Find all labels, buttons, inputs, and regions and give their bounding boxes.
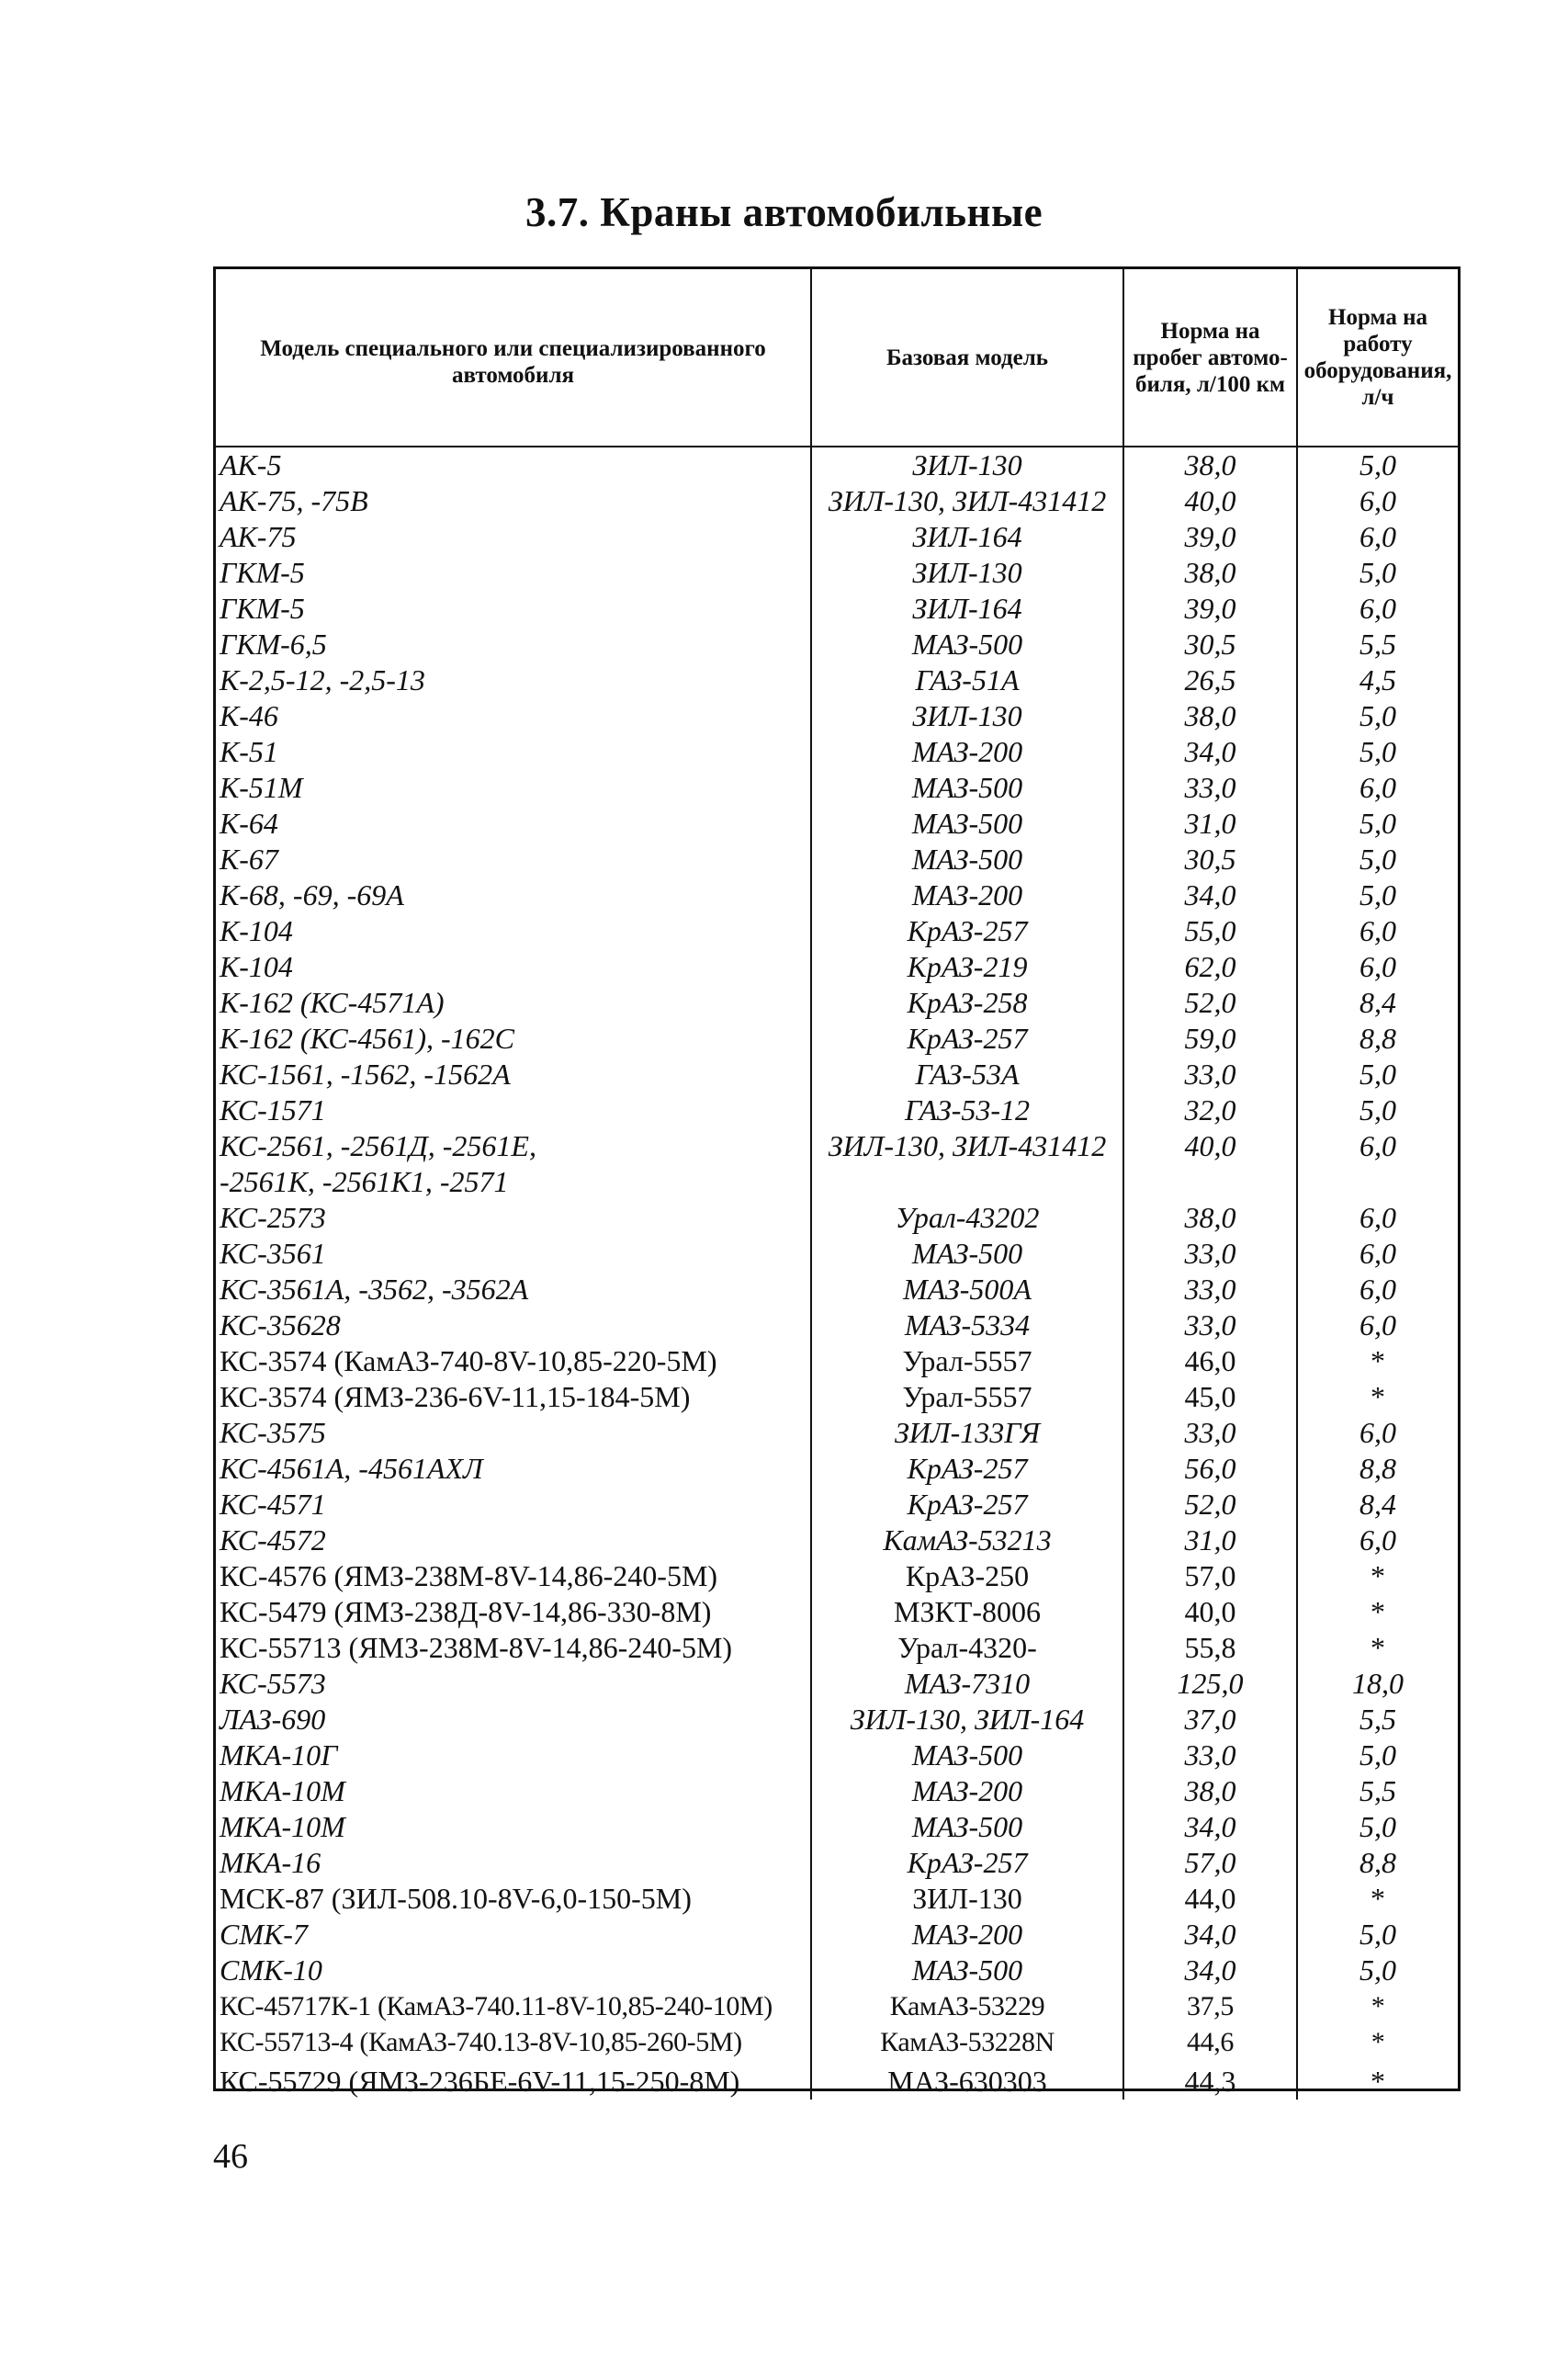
cell-norm-run: 34,0 xyxy=(1123,1917,1297,1953)
table-row xyxy=(216,1415,1458,1451)
cell-base-model: Урал-4320- xyxy=(811,1630,1123,1666)
cell-norm-run: 33,0 xyxy=(1123,1272,1297,1308)
cell-norm-run: 44,0 xyxy=(1123,1881,1297,1917)
cell-norm-work: 5,0 xyxy=(1297,447,1458,483)
cell-norm-run: 30,5 xyxy=(1123,627,1297,662)
cell-base-model: ЗИЛ-130 xyxy=(811,447,1123,483)
cell-norm-run: 31,0 xyxy=(1123,806,1297,842)
cell-base-model: МАЗ-200 xyxy=(811,877,1123,913)
cell-base-model: КамАЗ-53228N xyxy=(811,2024,1123,2060)
table-row xyxy=(216,734,1458,770)
table-row xyxy=(216,2060,1458,2100)
cell-base-model: КрАЗ-219 xyxy=(811,949,1123,985)
table-row xyxy=(216,1523,1458,1558)
cell-base-model: МАЗ-200 xyxy=(811,1917,1123,1953)
table-row xyxy=(216,1057,1458,1092)
cell-base-model: ЗИЛ-130 xyxy=(811,555,1123,591)
cell-norm-run: 37,5 xyxy=(1123,1988,1297,2024)
cell-model: КС-5479 (ЯМЗ-238Д-8V-14,86-330-8М) xyxy=(220,1595,712,1628)
table-row xyxy=(216,806,1458,842)
cell-base-model: ЗИЛ-130, ЗИЛ-164 xyxy=(811,1702,1123,1738)
cell-norm-work: 5,0 xyxy=(1297,842,1458,877)
cell-base-model: ЗИЛ-133ГЯ xyxy=(811,1415,1123,1451)
cell-norm-run: 31,0 xyxy=(1123,1523,1297,1558)
table-row xyxy=(216,1200,1458,1236)
cell-norm-run: 38,0 xyxy=(1123,1200,1297,1236)
table-row xyxy=(216,698,1458,734)
cell-base-model: КрАЗ-257 xyxy=(811,1021,1123,1057)
cell-model: КС-1571 xyxy=(220,1093,326,1126)
cell-norm-work: * xyxy=(1297,2060,1458,2100)
cell-base-model: МАЗ-500 xyxy=(811,842,1123,877)
cell-model: КС-4572 xyxy=(220,1523,326,1557)
header-norm-run: Норма на пробег автомобиля, л/100 км xyxy=(1123,269,1297,447)
cell-base-model: КамАЗ-53229 xyxy=(811,1988,1123,2024)
cell-model: КС-3574 (КамАЗ-740-8V-10,85-220-5М) xyxy=(220,1344,717,1377)
cell-norm-work: * xyxy=(1297,1594,1458,1630)
cell-norm-work: 6,0 xyxy=(1297,1128,1458,1200)
cell-norm-run: 59,0 xyxy=(1123,1021,1297,1057)
header-model: Модель специального или специализированного автомобиля xyxy=(216,269,811,447)
cell-norm-work: 5,0 xyxy=(1297,1057,1458,1092)
cell-norm-run: 33,0 xyxy=(1123,1308,1297,1343)
table-row xyxy=(216,1308,1458,1343)
cell-norm-work: 6,0 xyxy=(1297,1200,1458,1236)
table-row xyxy=(216,1343,1458,1379)
cell-base-model: ЗИЛ-130 xyxy=(811,1881,1123,1917)
cell-norm-run: 45,0 xyxy=(1123,1379,1297,1415)
cell-base-model: ГАЗ-51А xyxy=(811,662,1123,698)
cell-norm-run: 52,0 xyxy=(1123,1487,1297,1523)
cell-base-model: МАЗ-500 xyxy=(811,806,1123,842)
cell-norm-work: 5,0 xyxy=(1297,877,1458,913)
cell-norm-work: * xyxy=(1297,1881,1458,1917)
cell-model: К-2,5-12, -2,5-13 xyxy=(220,663,425,696)
cell-norm-run: 44,6 xyxy=(1123,2024,1297,2060)
cell-norm-work: 5,0 xyxy=(1297,1953,1458,1988)
cell-norm-run: 33,0 xyxy=(1123,1738,1297,1773)
cell-norm-work: 8,8 xyxy=(1297,1451,1458,1487)
table-row xyxy=(216,1021,1458,1057)
cell-norm-run: 55,0 xyxy=(1123,913,1297,949)
cell-model: К-104 xyxy=(220,950,293,983)
cell-norm-work: 5,0 xyxy=(1297,1092,1458,1128)
cell-norm-run: 44,3 xyxy=(1123,2060,1297,2100)
cell-base-model: МАЗ-630303 xyxy=(811,2060,1123,2100)
cell-model: К-64 xyxy=(220,807,278,840)
cell-base-model: Урал-5557 xyxy=(811,1343,1123,1379)
table-row xyxy=(216,1702,1458,1738)
cell-norm-work: 6,0 xyxy=(1297,1308,1458,1343)
cell-base-model: КрАЗ-257 xyxy=(811,1845,1123,1881)
cell-model: КС-55729 (ЯМЗ-236БЕ-6V-11,15-250-8М) xyxy=(220,2065,740,2098)
table-row xyxy=(216,1128,1458,1200)
table-row xyxy=(216,1092,1458,1128)
cell-base-model: ЗИЛ-130 xyxy=(811,698,1123,734)
table-row xyxy=(216,1738,1458,1773)
cell-model: ГКМ-6,5 xyxy=(220,628,327,661)
cell-norm-work: 6,0 xyxy=(1297,1415,1458,1451)
cell-model: ЛАЗ-690 xyxy=(220,1703,326,1736)
cell-norm-work: * xyxy=(1297,1379,1458,1415)
cell-norm-work: * xyxy=(1297,1558,1458,1594)
cell-norm-run: 33,0 xyxy=(1123,1236,1297,1272)
table-header-row xyxy=(216,269,1458,447)
cell-base-model: МАЗ-200 xyxy=(811,1773,1123,1809)
cell-model: К-46 xyxy=(220,699,278,732)
table-row xyxy=(216,1236,1458,1272)
table-row xyxy=(216,1272,1458,1308)
cell-model: КС-3575 xyxy=(220,1416,326,1449)
cell-norm-work: 5,5 xyxy=(1297,1773,1458,1809)
cell-base-model: МАЗ-500 xyxy=(811,1809,1123,1845)
cell-norm-work: 5,0 xyxy=(1297,806,1458,842)
cell-model: КС-3561А, -3562, -3562А xyxy=(220,1273,529,1306)
cell-base-model: МАЗ-500 xyxy=(811,1738,1123,1773)
cell-model: КС-55713-4 (КамАЗ-740.13-8V-10,85-260-5М) xyxy=(220,2027,742,2057)
cell-norm-work: 6,0 xyxy=(1297,591,1458,627)
cell-norm-run: 33,0 xyxy=(1123,770,1297,806)
cell-norm-work: 5,0 xyxy=(1297,698,1458,734)
cell-base-model: МАЗ-500 xyxy=(811,1953,1123,1988)
cell-model: К-104 xyxy=(220,914,293,947)
cell-norm-run: 57,0 xyxy=(1123,1845,1297,1881)
cell-model: СМК-10 xyxy=(220,1953,322,1987)
cell-model: КС-5573 xyxy=(220,1667,326,1700)
cell-base-model: ЗИЛ-130, ЗИЛ-431412 xyxy=(811,1128,1123,1200)
table-row xyxy=(216,591,1458,627)
cell-norm-work: 8,4 xyxy=(1297,1487,1458,1523)
table-row xyxy=(216,949,1458,985)
cell-model: МКА-10М xyxy=(220,1810,345,1843)
cell-base-model: ГАЗ-53А xyxy=(811,1057,1123,1092)
table-row xyxy=(216,2024,1458,2060)
table-row xyxy=(216,877,1458,913)
table-row xyxy=(216,1881,1458,1917)
cell-norm-run: 40,0 xyxy=(1123,1594,1297,1630)
cell-norm-work: 5,5 xyxy=(1297,1702,1458,1738)
cell-norm-run: 34,0 xyxy=(1123,1953,1297,1988)
table-row xyxy=(216,1773,1458,1809)
cell-norm-work: 6,0 xyxy=(1297,519,1458,555)
cell-base-model: МАЗ-500 xyxy=(811,627,1123,662)
cell-base-model: ЗИЛ-164 xyxy=(811,591,1123,627)
cell-model: КС-4576 (ЯМЗ-238М-8V-14,86-240-5М) xyxy=(220,1559,718,1592)
cell-model: КС-55713 (ЯМЗ-238М-8V-14,86-240-5М) xyxy=(220,1631,733,1664)
table-row xyxy=(216,1487,1458,1523)
cell-model: МКА-16 xyxy=(220,1846,321,1879)
cell-norm-run: 37,0 xyxy=(1123,1702,1297,1738)
cell-model: К-162 (КС-4571А) xyxy=(220,986,445,1019)
table-row xyxy=(216,627,1458,662)
cell-base-model: КрАЗ-257 xyxy=(811,913,1123,949)
cell-model: К-51 xyxy=(220,735,278,768)
cell-norm-run: 40,0 xyxy=(1123,1128,1297,1200)
cell-norm-work: 5,0 xyxy=(1297,1917,1458,1953)
cell-base-model: КрАЗ-250 xyxy=(811,1558,1123,1594)
table-row xyxy=(216,1379,1458,1415)
table-row xyxy=(216,1451,1458,1487)
cell-norm-work: * xyxy=(1297,1343,1458,1379)
cell-model: ГКМ-5 xyxy=(220,556,305,589)
cell-norm-work: 6,0 xyxy=(1297,949,1458,985)
cell-norm-work: 6,0 xyxy=(1297,913,1458,949)
cell-norm-run: 57,0 xyxy=(1123,1558,1297,1594)
cell-model: КС-4561А, -4561АХЛ xyxy=(220,1452,483,1485)
cell-base-model: Урал-5557 xyxy=(811,1379,1123,1415)
cell-base-model: МАЗ-500 xyxy=(811,770,1123,806)
cell-base-model: КрАЗ-258 xyxy=(811,985,1123,1021)
cell-model: ГКМ-5 xyxy=(220,592,305,625)
table-row xyxy=(216,1558,1458,1594)
cell-norm-work: * xyxy=(1297,1988,1458,2024)
page-title: 3.7. Краны автомобильные xyxy=(525,189,1043,235)
cell-norm-run: 32,0 xyxy=(1123,1092,1297,1128)
cell-model: СМК-7 xyxy=(220,1918,308,1951)
cell-base-model: КрАЗ-257 xyxy=(811,1487,1123,1523)
cell-base-model: МАЗ-7310 xyxy=(811,1666,1123,1702)
cell-norm-run: 33,0 xyxy=(1123,1415,1297,1451)
cell-norm-work: 6,0 xyxy=(1297,1272,1458,1308)
cell-model: МСК-87 (ЗИЛ-508.10-8V-6,0-150-5М) xyxy=(220,1882,692,1915)
cell-norm-run: 125,0 xyxy=(1123,1666,1297,1702)
cell-norm-work: 5,0 xyxy=(1297,555,1458,591)
cell-norm-run: 55,8 xyxy=(1123,1630,1297,1666)
cell-norm-run: 40,0 xyxy=(1123,483,1297,519)
table-row xyxy=(216,1953,1458,1988)
cell-model: К-68, -69, -69А xyxy=(220,878,404,911)
page-number: 46 xyxy=(213,2137,248,2176)
cell-model: К-51М xyxy=(220,771,303,804)
cell-model: КС-3561 xyxy=(220,1237,326,1270)
cell-norm-run: 38,0 xyxy=(1123,447,1297,483)
cell-base-model: МЗКТ-8006 xyxy=(811,1594,1123,1630)
cell-norm-run: 38,0 xyxy=(1123,555,1297,591)
table-row xyxy=(216,985,1458,1021)
cell-model: КС-35628 xyxy=(220,1308,341,1341)
cell-norm-work: 5,0 xyxy=(1297,734,1458,770)
cell-norm-run: 30,5 xyxy=(1123,842,1297,877)
header-norm-work: Норма на работу оборудования, л/ч xyxy=(1297,269,1458,447)
cell-base-model: МАЗ-5334 xyxy=(811,1308,1123,1343)
cell-norm-run: 33,0 xyxy=(1123,1057,1297,1092)
cell-base-model: КрАЗ-257 xyxy=(811,1451,1123,1487)
cell-model: КС-2573 xyxy=(220,1201,326,1234)
header-base-model: Базовая модель xyxy=(811,269,1123,447)
cell-base-model: МАЗ-500А xyxy=(811,1272,1123,1308)
cell-norm-work: 6,0 xyxy=(1297,1236,1458,1272)
cell-norm-run: 38,0 xyxy=(1123,698,1297,734)
table-row xyxy=(216,1666,1458,1702)
cell-model: КС-3574 (ЯМЗ-236-6V-11,15-184-5М) xyxy=(220,1380,691,1413)
cell-norm-run: 39,0 xyxy=(1123,519,1297,555)
table-row xyxy=(216,1917,1458,1953)
cell-norm-work: 6,0 xyxy=(1297,770,1458,806)
cell-model: К-67 xyxy=(220,843,278,876)
cell-norm-run: 46,0 xyxy=(1123,1343,1297,1379)
cell-model: АК-75 xyxy=(220,520,297,553)
cell-base-model: КамАЗ-53213 xyxy=(811,1523,1123,1558)
cell-model: КС-1561, -1562, -1562А xyxy=(220,1058,511,1091)
fuel-norms-table xyxy=(213,266,1461,2098)
table-row xyxy=(216,483,1458,519)
cell-norm-work: * xyxy=(1297,1630,1458,1666)
cell-norm-work: 6,0 xyxy=(1297,483,1458,519)
cell-norm-work: 4,5 xyxy=(1297,662,1458,698)
cell-norm-run: 26,5 xyxy=(1123,662,1297,698)
cell-norm-work: 8,8 xyxy=(1297,1021,1458,1057)
cell-norm-work: 18,0 xyxy=(1297,1666,1458,1702)
cell-base-model: МАЗ-200 xyxy=(811,734,1123,770)
table-row xyxy=(216,913,1458,949)
table-row xyxy=(216,1809,1458,1845)
cell-norm-work: * xyxy=(1297,2024,1458,2060)
cell-model-line: -2561К, -2561К1, -2571 xyxy=(220,1165,509,1198)
cell-model: КС-45717К-1 (КамАЗ-740.11-8V-10,85-240-10М) xyxy=(220,1991,773,2021)
table-body xyxy=(216,447,1458,2100)
cell-norm-run: 39,0 xyxy=(1123,591,1297,627)
cell-norm-run: 52,0 xyxy=(1123,985,1297,1021)
cell-norm-run: 34,0 xyxy=(1123,1809,1297,1845)
cell-norm-work: 5,0 xyxy=(1297,1738,1458,1773)
cell-norm-work: 6,0 xyxy=(1297,1523,1458,1558)
table-row xyxy=(216,447,1458,483)
cell-norm-work: 5,5 xyxy=(1297,627,1458,662)
cell-norm-run: 34,0 xyxy=(1123,734,1297,770)
cell-base-model: ЗИЛ-164 xyxy=(811,519,1123,555)
cell-base-model: Урал-43202 xyxy=(811,1200,1123,1236)
cell-norm-work: 8,4 xyxy=(1297,985,1458,1021)
cell-model: МКА-10М xyxy=(220,1774,345,1807)
cell-norm-run: 34,0 xyxy=(1123,877,1297,913)
cell-norm-work: 8,8 xyxy=(1297,1845,1458,1881)
table-row xyxy=(216,519,1458,555)
cell-base-model: МАЗ-500 xyxy=(811,1236,1123,1272)
cell-base-model: ЗИЛ-130, ЗИЛ-431412 xyxy=(811,483,1123,519)
cell-norm-run: 56,0 xyxy=(1123,1451,1297,1487)
table-row xyxy=(216,1630,1458,1666)
cell-model: КС-4571 xyxy=(220,1488,326,1521)
cell-model: АК-75, -75В xyxy=(220,484,368,517)
table-row xyxy=(216,1594,1458,1630)
table-row xyxy=(216,1988,1458,2024)
cell-norm-run: 38,0 xyxy=(1123,1773,1297,1809)
cell-norm-work: 5,0 xyxy=(1297,1809,1458,1845)
table-row xyxy=(216,770,1458,806)
cell-model xyxy=(216,1128,811,1200)
table-row xyxy=(216,555,1458,591)
cell-model: К-162 (КС-4561), -162С xyxy=(220,1022,514,1055)
cell-model: МКА-10Г xyxy=(220,1738,338,1772)
table-row xyxy=(216,1845,1458,1881)
table-row xyxy=(216,842,1458,877)
cell-model-line: КС-2561, -2561Д, -2561Е, xyxy=(220,1129,536,1162)
table-row xyxy=(216,662,1458,698)
cell-base-model: ГАЗ-53-12 xyxy=(811,1092,1123,1128)
cell-norm-run: 62,0 xyxy=(1123,949,1297,985)
cell-model: АК-5 xyxy=(220,448,282,481)
